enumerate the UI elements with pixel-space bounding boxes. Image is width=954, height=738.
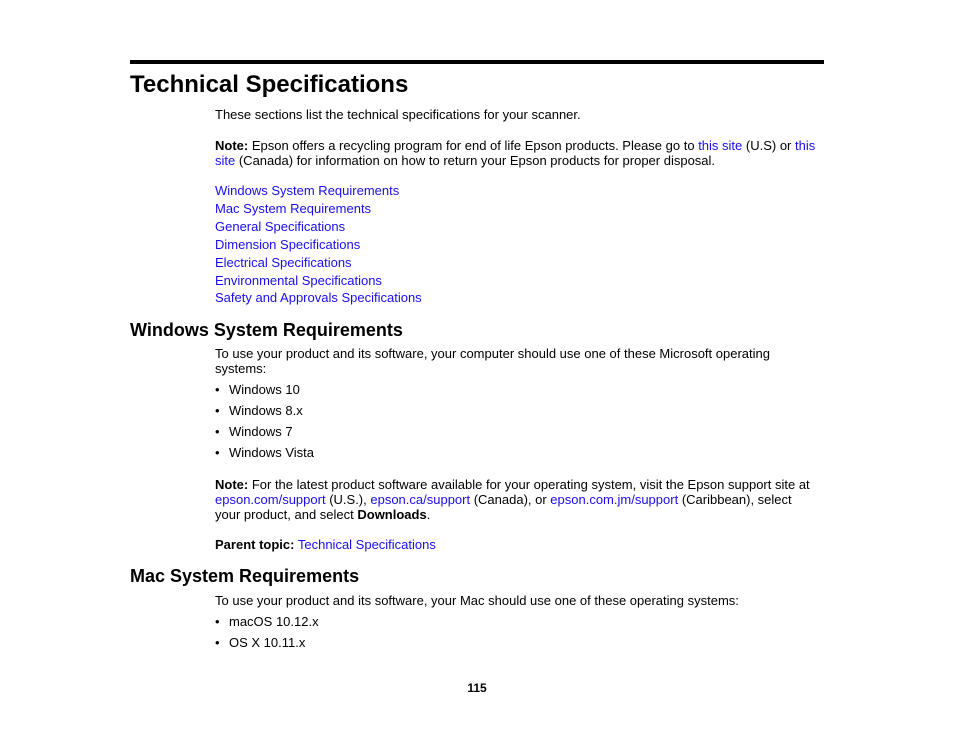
note-text: (U.S) or [742, 138, 795, 153]
mac-intro: To use your product and its software, your Mac should use one of these operating systems: [215, 593, 739, 608]
recycling-note [215, 138, 825, 168]
list-item: • Windows Vista [215, 445, 315, 460]
note-text: (Canada) for information on how to return your Epson products for proper disposal. [235, 153, 716, 168]
toc-link-general[interactable]: General Specifications [215, 218, 346, 234]
windows-heading: Windows System Requirements [130, 320, 403, 340]
downloads-label: Downloads [357, 507, 427, 522]
list-item: • OS X 10.11.x [215, 635, 306, 650]
note-text: Epson offers a recycling program for end of life Epson products. Please go to [248, 138, 699, 153]
epson-ca-support-link[interactable]: epson.ca/support [370, 492, 471, 507]
mac-os-list [215, 614, 319, 656]
epson-jm-support-link[interactable]: epson.com.jm/support [550, 492, 679, 507]
topic-links [215, 182, 422, 307]
canada-recycling-link[interactable]: this [795, 138, 816, 153]
page-title: Technical Specifications [130, 71, 409, 98]
list-item: • Windows 7 [215, 424, 293, 439]
note-label: Note: [215, 477, 249, 492]
canada-recycling-link-cont[interactable]: site [215, 153, 236, 168]
toc-link-windows[interactable]: Windows System Requirements [215, 183, 400, 198]
list-item: • Windows 10 [215, 382, 300, 397]
top-rule [130, 60, 824, 64]
windows-os-list [215, 382, 314, 466]
parent-topic-label: Parent topic: [215, 537, 295, 552]
toc-link-mac[interactable]: Mac System Requirements [215, 200, 372, 216]
mac-heading: Mac System Requirements [130, 566, 360, 586]
windows-intro: To use your product and its software, your computer should use one of these Microsoft operating systems: [215, 346, 770, 376]
note-label: Note: [215, 138, 249, 153]
toc-link-dimension[interactable]: Dimension Specifications [215, 236, 361, 252]
list-item: • macOS 10.12.x [215, 614, 319, 629]
parent-topic-link[interactable]: Technical Specifications [297, 537, 436, 552]
us-recycling-link[interactable]: this site [698, 138, 743, 153]
windows-note: Note: For the latest product software available for your operating system, visit the Epson support site at epson.com/support (U.S.), epson.ca/support (Canada), or epson.com.jm/support (Caribbean), select your product, and select Downloads. [215, 477, 810, 522]
epson-us-support-link[interactable]: epson.com/support [215, 492, 326, 507]
intro-text: These sections list the technical specifications for your scanner. [215, 107, 581, 122]
toc-link-environmental[interactable]: Environmental Specifications [215, 272, 382, 288]
toc-link-electrical[interactable]: Electrical Specifications [215, 254, 352, 270]
toc-link-safety[interactable]: Safety and Approvals Specifications [215, 290, 422, 306]
page-number: 115 [467, 681, 487, 695]
parent-topic [215, 537, 825, 552]
list-item: • Windows 8.x [215, 403, 303, 418]
